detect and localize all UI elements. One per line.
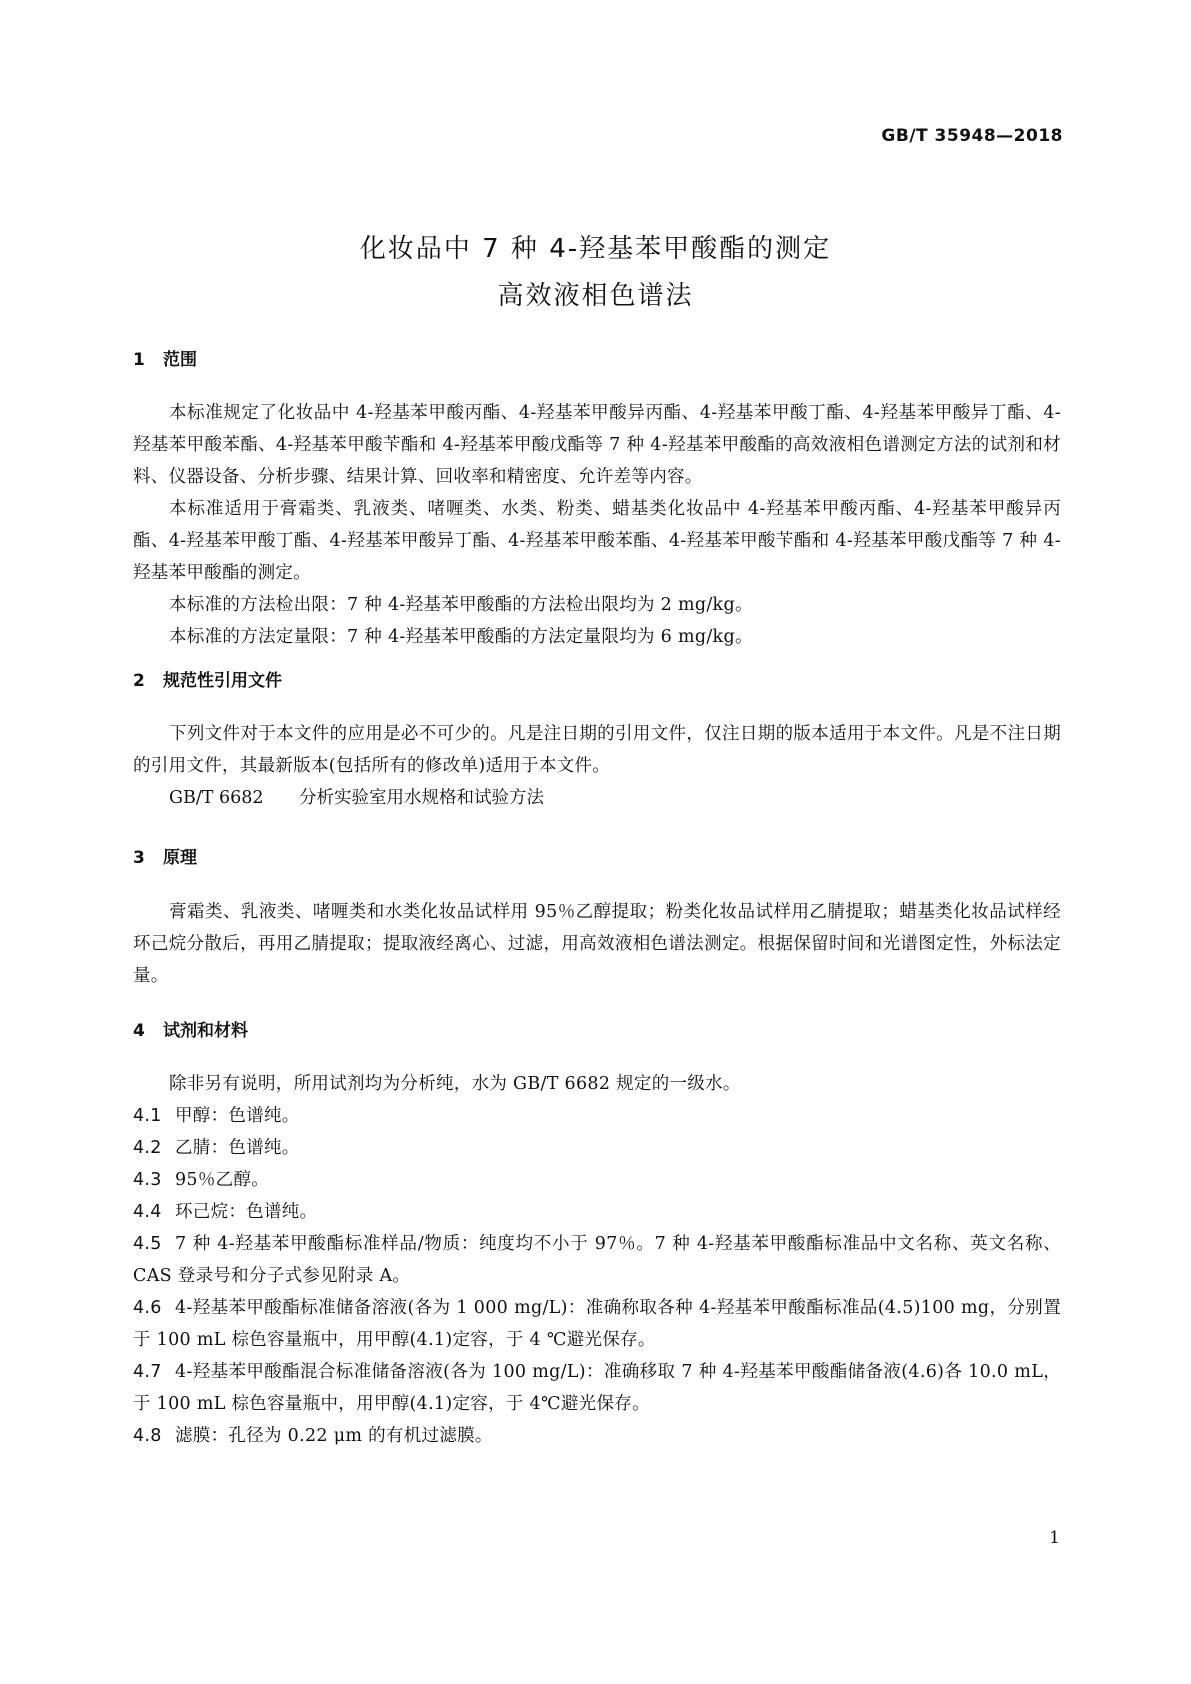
standard-code: GB/T 35948—2018 (881, 126, 1063, 146)
section-title: 范围 (163, 350, 197, 370)
paragraph: 本标准适用于膏霜类、乳液类、啫喱类、水类、粉类、蜡基类化妆品中 4-羟基苯甲酸丙酯、4-羟基苯甲酸异丙酯、4-羟基苯甲酸丁酯、4-羟基苯甲酸异丁酯、4-羟基苯甲酸苯酯、4-羟基苯甲酸苄酯和 4-羟基苯甲酸戊酯等 7 种 4-羟基苯甲酸酯的测定。 (133, 499, 1061, 583)
section-title: 试剂和材料 (163, 1021, 248, 1041)
paragraph: 本标准的方法检出限：7 种 4-羟基苯甲酸酯的方法检出限均为 2 mg/kg。 (169, 595, 753, 615)
paragraph: 除非另有说明，所用试剂均为分析纯，水为 GB/T 6682 规定的一级水。 (169, 1074, 741, 1094)
list-item (133, 1228, 1061, 1292)
list-item (133, 1196, 1061, 1228)
section-4-heading (133, 1016, 1061, 1041)
section-number: 2 (133, 671, 145, 691)
list-item (133, 1356, 1061, 1420)
document-title: 化妆品中 7 种 4-羟基苯甲酸酯的测定 (359, 234, 832, 264)
section-1-body (133, 397, 1061, 653)
list-item (133, 1164, 1061, 1196)
item-number: 4.8 (133, 1426, 162, 1446)
page-number: 1 (1049, 1528, 1060, 1548)
section-3-heading (133, 843, 1061, 868)
section-number: 4 (133, 1021, 145, 1041)
item-text: 4-羟基苯甲酸酯混合标准储备溶液(各为 100 mg/L)：准确移取 7 种 4-羟基苯甲酸酯储备液(4.6)各 10.0 mL，于 100 mL 棕色容量瓶中，用甲醇(4.1)定容，于 4℃避光保存。 (133, 1362, 1061, 1414)
item-number: 4.4 (133, 1202, 162, 1222)
list-item (133, 1100, 1061, 1132)
item-text: 乙腈：色谱纯。 (175, 1138, 300, 1158)
reference-title: 分析实验室用水规格和试验方法 (299, 788, 544, 808)
section-title: 规范性引用文件 (163, 671, 282, 691)
normative-reference (133, 782, 1061, 814)
item-text: 7 种 4-羟基苯甲酸酯标准样品/物质：纯度均不小于 97％。7 种 4-羟基苯甲酸酯标准品中文名称、英文名称、CAS 登录号和分子式参见附录 A。 (133, 1234, 1061, 1286)
section-3-body (133, 896, 1061, 992)
item-text: 滤膜：孔径为 0.22 μm 的有机过滤膜。 (175, 1426, 493, 1446)
paragraph: 膏霜类、乳液类、啫喱类和水类化妆品试样用 95％乙醇提取；粉类化妆品试样用乙腈提取；蜡基类化妆品试样经环己烷分散后，再用乙腈提取；提取液经离心、过滤，用高效液相色谱法测定。根据保留时间和光谱图定性，外标法定量。 (133, 902, 1061, 986)
section-number: 1 (133, 350, 145, 370)
item-text: 甲醇：色谱纯。 (175, 1106, 300, 1126)
item-number: 4.2 (133, 1138, 162, 1158)
section-4-body (133, 1068, 1061, 1452)
paragraph: 本标准规定了化妆品中 4-羟基苯甲酸丙酯、4-羟基苯甲酸异丙酯、4-羟基苯甲酸丁酯、4-羟基苯甲酸异丁酯、4-羟基苯甲酸苯酯、4-羟基苯甲酸苄酯和 4-羟基苯甲酸戊酯等 7 种 4-羟基苯甲酸酯的高效液相色谱测定方法的试剂和材料、仪器设备、分析步骤、结果计算、回收率和精密度、允许差等内容。 (133, 403, 1061, 487)
item-text: 4-羟基苯甲酸酯标准储备溶液(各为 1 000 mg/L)：准确称取各种 4-羟基苯甲酸酯标准品(4.5)100 mg，分别置于 100 mL 棕色容量瓶中，用甲醇(4.1)定容，于 4 ℃避光保存。 (133, 1298, 1061, 1350)
list-item (133, 1292, 1061, 1356)
reference-code: GB/T 6682 (169, 788, 264, 808)
item-number: 4.1 (133, 1106, 162, 1126)
list-item (133, 1132, 1061, 1164)
paragraph: 下列文件对于本文件的应用是必不可少的。凡是注日期的引用文件，仅注日期的版本适用于本文件。凡是不注日期的引用文件，其最新版本(包括所有的修改单)适用于本文件。 (133, 724, 1061, 776)
section-number: 3 (133, 848, 145, 868)
item-number: 4.6 (133, 1298, 162, 1318)
section-1-heading (133, 345, 1061, 370)
item-number: 4.5 (133, 1234, 162, 1254)
item-text: 95％乙醇。 (175, 1170, 270, 1190)
section-2-heading (133, 666, 1061, 691)
list-item (133, 1420, 1061, 1452)
item-number: 4.7 (133, 1362, 162, 1382)
section-2-body (133, 718, 1061, 814)
item-text: 环己烷：色谱纯。 (175, 1202, 318, 1222)
section-title: 原理 (163, 848, 197, 868)
paragraph: 本标准的方法定量限：7 种 4-羟基苯甲酸酯的方法定量限均为 6 mg/kg。 (169, 627, 753, 647)
document-subtitle: 高效液相色谱法 (497, 281, 694, 311)
item-number: 4.3 (133, 1170, 162, 1190)
